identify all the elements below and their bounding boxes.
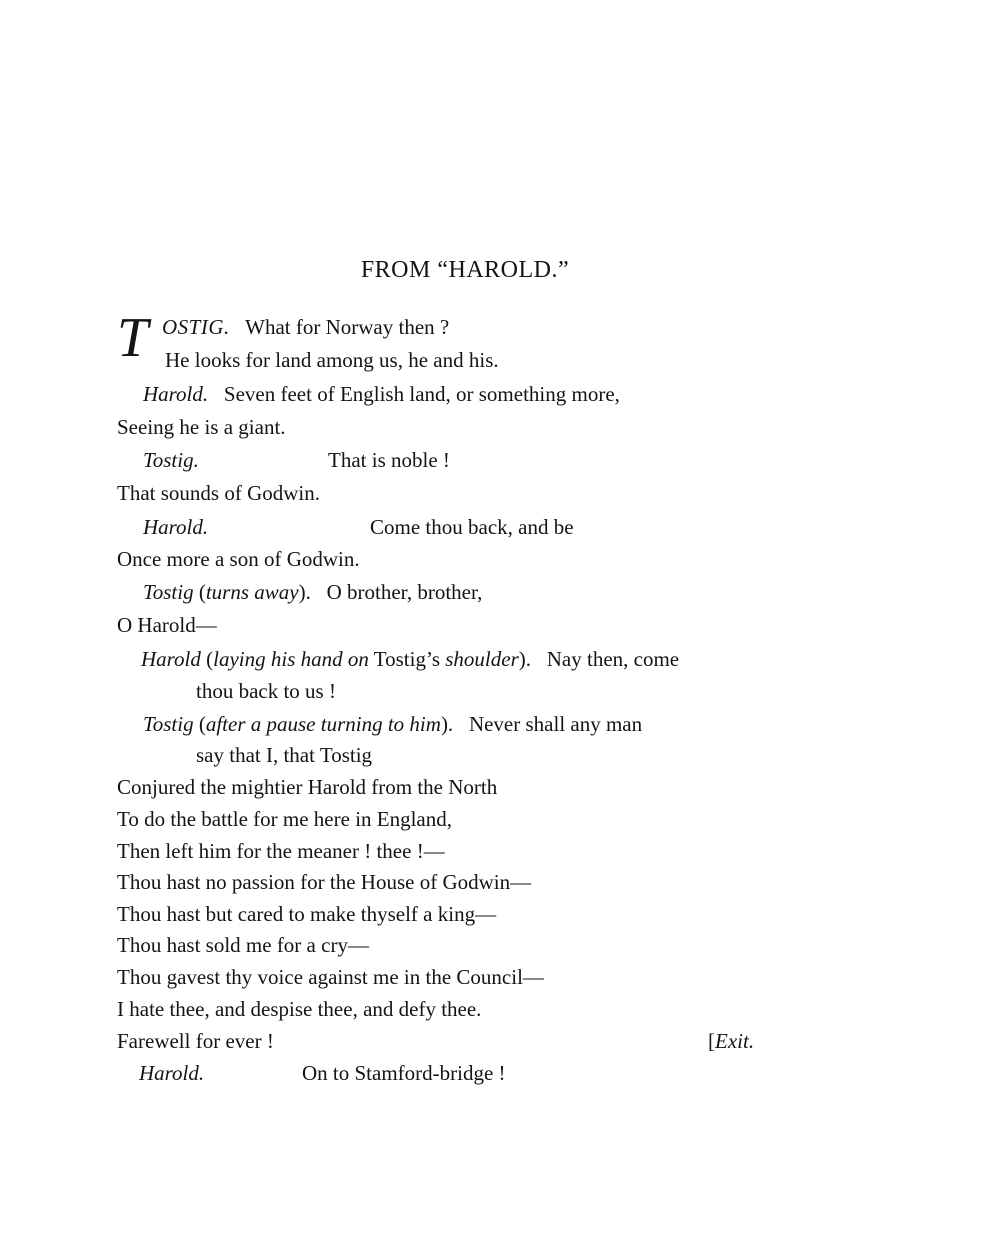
verse-line-5	[143, 447, 199, 473]
paren-open: (	[193, 712, 206, 736]
stage-direction-name: Tostig’s	[368, 647, 446, 671]
stage-direction: after a pause turning to him	[205, 712, 441, 736]
line-text: Seven feet of English land, or something more,	[223, 382, 620, 406]
verse-line-8: Once more a son of Godwin.	[117, 547, 360, 571]
paren-close: ).	[440, 712, 454, 736]
verse-line-3	[143, 381, 620, 407]
speaker-name: Tostig	[143, 712, 194, 736]
speaker-name: Harold.	[139, 1061, 205, 1085]
verse-line-4: Seeing he is a giant.	[117, 415, 286, 439]
line-text: O brother, brother,	[326, 580, 483, 604]
speaker-name: Harold.	[143, 515, 209, 539]
exit-bracket: [	[708, 1029, 715, 1053]
verse-line-12: thou back to us !	[196, 679, 336, 703]
verse-line-14: say that I, that Tostig	[196, 743, 373, 767]
verse-line-19: Thou hast but cared to make thyself a king—	[117, 902, 497, 926]
verse-line-11	[141, 646, 679, 672]
speaker-name: Harold.	[143, 382, 209, 406]
speaker-name: Tostig	[143, 580, 194, 604]
paren-close: ).	[518, 647, 531, 671]
verse-line-10: O Harold—	[117, 613, 217, 637]
exit-direction: Exit.	[715, 1029, 755, 1053]
verse-line-18: Thou hast no passion for the House of Godwin—	[117, 870, 532, 894]
verse-line-16: To do the battle for me here in England,	[117, 807, 453, 831]
stage-direction: laying his hand on	[213, 647, 369, 671]
stage-exit	[708, 1028, 754, 1054]
paren-close: ).	[298, 580, 311, 604]
stage-direction: shoulder	[445, 647, 519, 671]
verse-line-13	[143, 711, 642, 737]
verse-line-24	[139, 1060, 204, 1086]
line-text: What for Norway then ?	[245, 315, 450, 339]
line-text: Never shall any man	[468, 712, 643, 736]
paren-open: (	[193, 580, 206, 604]
verse-line-15: Conjured the mightier Harold from the North	[117, 775, 498, 799]
verse-line-7-text: Come thou back, and be	[370, 515, 574, 539]
page-title: FROM “HAROLD.”	[360, 257, 570, 283]
speaker-name: Harold	[141, 647, 201, 671]
verse-line-5-text: That is noble !	[328, 448, 450, 472]
verse-line-2: He looks for land among us, he and his.	[165, 348, 499, 372]
line-text: Nay then, come	[546, 647, 680, 671]
speaker-name: OSTIG.	[162, 315, 230, 339]
verse-line-21: Thou gavest thy voice against me in the Council—	[117, 965, 544, 989]
verse-line-17: Then left him for the meaner ! thee !—	[117, 839, 445, 863]
paren-open: (	[200, 647, 214, 671]
speaker-name: Tostig.	[143, 448, 199, 472]
stage-direction: turns away	[205, 580, 299, 604]
verse-line-7	[143, 514, 208, 540]
verse-line-20: Thou hast sold me for a cry—	[117, 933, 369, 957]
verse-line-24-text: On to Stamford-bridge !	[302, 1061, 506, 1085]
verse-line-1	[162, 314, 449, 340]
verse-line-23: Farewell for ever !	[117, 1029, 274, 1053]
verse-line-22: I hate thee, and despise thee, and defy thee.	[117, 997, 482, 1021]
verse-line-6: That sounds of Godwin.	[117, 481, 320, 505]
drop-cap: T	[117, 307, 149, 369]
verse-line-9	[143, 579, 482, 605]
